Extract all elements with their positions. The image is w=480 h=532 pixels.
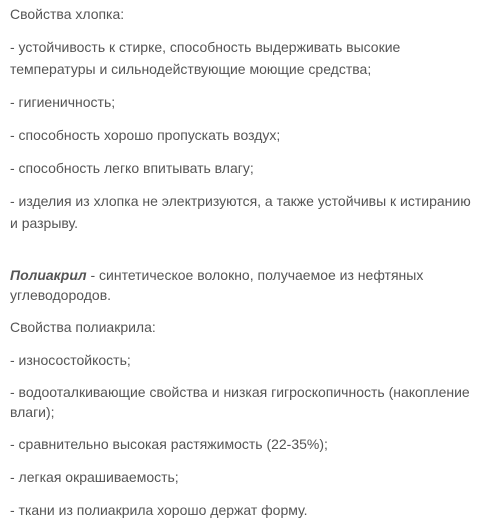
cotton-property-item: - способность хорошо пропускать воздух; bbox=[10, 127, 281, 143]
article-body bbox=[10, 3, 472, 532]
cotton-property-item: - изделия из хлопка не электризуются, а также устойчивы к истиранию и разрыву. bbox=[10, 193, 471, 231]
polyacryl-property-item: - легкая окрашиваемость; bbox=[10, 469, 179, 485]
cotton-properties-heading: Свойства хлопка: bbox=[10, 6, 125, 22]
polyacryl-definition bbox=[10, 265, 472, 305]
polyacryl-properties-heading: Свойства полиакрила: bbox=[10, 319, 156, 335]
polyacryl-term: Полиакрил bbox=[10, 267, 87, 283]
polyacryl-property-item: - сравнительно высокая растяжимость (22-35%); bbox=[10, 436, 328, 452]
polyacryl-property-item: - износостойкость; bbox=[10, 352, 131, 368]
cotton-property-item: - устойчивость к стирке, способность выдерживать высокие температуры и сильнодействующие моющие средства; bbox=[10, 39, 401, 77]
polyacryl-property-item: - ткани из полиакрила хорошо держат форму. bbox=[10, 502, 308, 518]
section-spacer bbox=[10, 245, 472, 265]
cotton-property-item: - гигиеничность; bbox=[10, 94, 116, 110]
polyacryl-definition-text: - синтетическое волокно, получаемое из нефтяных углеводородов. bbox=[10, 267, 424, 303]
polyacryl-property-item: - водооталкивающие свойства и низкая гигроскопичность (накопление влаги); bbox=[10, 384, 470, 420]
cotton-property-item: - способность легко впитывать влагу; bbox=[10, 160, 254, 176]
